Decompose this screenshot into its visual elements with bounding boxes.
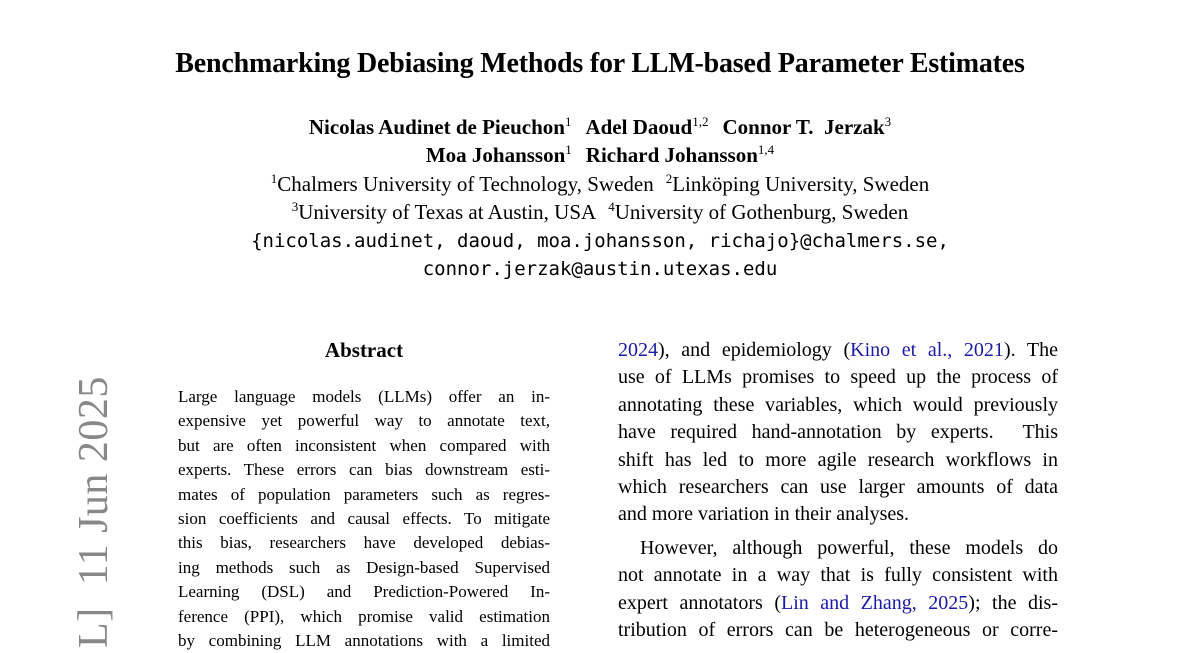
abstract-heading: Abstract	[324, 338, 404, 362]
affiliation-text: Linköping University, Sweden	[672, 172, 930, 196]
author-name: Connor T. Jerzak	[722, 115, 885, 139]
abstract-line: sion coefficients and causal effects. To mitigate	[178, 509, 550, 529]
abstract-body	[178, 385, 550, 653]
affiliation-text: Chalmers University of Technology, Sweden	[277, 172, 654, 196]
abstract-line: this bias, researchers have developed debias-	[178, 533, 550, 553]
author-name: Adel Daoud	[585, 115, 693, 139]
authors-line-2	[0, 141, 1200, 169]
abstract-line: ing methods such as Design-based Supervised	[178, 557, 550, 577]
authors-line-1	[0, 113, 1200, 141]
author-affiliation-mark: 1	[564, 114, 572, 129]
citation-link[interactable]: Kino et al., 2021	[850, 339, 1004, 361]
body-column-right	[618, 337, 1058, 644]
body-paragraph-2	[618, 535, 1058, 645]
body-text: ), and epidemiology (	[658, 339, 851, 361]
body-line	[618, 337, 1058, 364]
paper-title: Benchmarking Debiasing Methods for LLM-based Parameter Estimates	[175, 48, 1025, 79]
affiliation-number: 1	[270, 171, 278, 186]
body-line: annotating these variables, which would previously	[618, 393, 1058, 416]
body-line	[618, 590, 1058, 617]
author-emails-line-2: connor.jerzak@austin.utexas.edu	[422, 258, 778, 280]
author-affiliation-mark: 1	[565, 142, 572, 157]
author-name: Moa Johansson	[425, 143, 566, 167]
body-line: tribution of errors can be heterogeneous or corre-	[618, 619, 1058, 642]
affiliation-text: University of Gothenburg, Sweden	[614, 200, 909, 224]
body-line: shift has led to more agile research workflows in	[618, 448, 1058, 471]
author-name: Nicolas Audinet de Pieuchon	[308, 115, 565, 139]
body-line: and more variation in their analyses.	[618, 503, 910, 526]
citation-link[interactable]: Lin and Zhang, 2025	[780, 591, 969, 614]
affiliations-line-1	[0, 170, 1200, 198]
abstract-line: expensive yet powerful way to annotate text,	[178, 411, 550, 431]
abstract-line: Large language models (LLMs) offer an in-	[178, 387, 550, 406]
abstract-line: by combining LLM annotations with a limited	[178, 631, 550, 651]
abstract-line: mates of population parameters such as regres-	[178, 484, 550, 504]
affiliation-text: University of Texas at Austin, USA	[298, 200, 597, 224]
author-affiliation-mark: 3	[884, 114, 892, 129]
affiliation-number: 4	[608, 199, 615, 214]
author-affiliation-mark: 1,2	[692, 114, 709, 129]
body-text: ). The	[1003, 339, 1058, 361]
affiliations-line-2	[0, 198, 1200, 226]
abstract-line: Learning (DSL) and Prediction-Powered In-	[178, 582, 550, 602]
abstract-line: ference (PPI), which promise valid estimation	[178, 606, 550, 626]
affiliation-number: 3	[291, 199, 299, 214]
arxiv-side-stamp: L] 11 Jun 2025	[71, 376, 117, 648]
body-text: ); the dis-	[968, 591, 1058, 614]
body-line: However, although powerful, these models do	[640, 536, 1058, 559]
body-text: expert annotators (	[618, 591, 781, 614]
abstract-line: experts. These errors can bias downstream esti-	[178, 460, 550, 480]
author-emails-line-1: {nicolas.audinet, daoud, moa.johansson, richajo}@chalmers.se,	[251, 230, 949, 252]
abstract-line: but are often inconsistent when compared with	[178, 435, 550, 455]
body-line: have required hand-annotation by experts. This	[618, 421, 1058, 444]
citation-link[interactable]: 2024	[618, 339, 658, 361]
body-line: not annotate in a way that is fully consistent with	[618, 564, 1058, 587]
body-line: which researchers can use larger amounts of data	[618, 476, 1058, 499]
affiliation-number: 2	[665, 171, 673, 186]
author-affiliation-mark: 1,4	[757, 142, 775, 157]
author-name: Richard Johansson	[585, 143, 758, 167]
body-line: use of LLMs promises to speed up the process of	[618, 366, 1058, 389]
